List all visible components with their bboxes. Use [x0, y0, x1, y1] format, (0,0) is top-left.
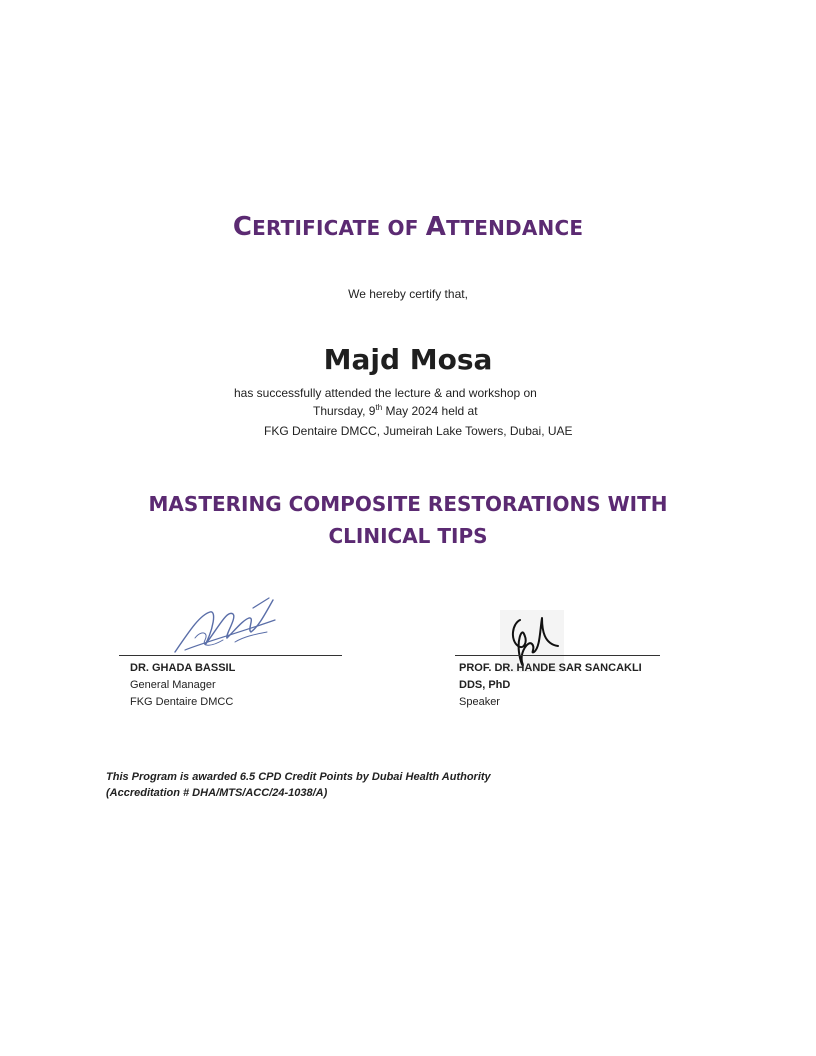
signatory-left	[130, 660, 235, 711]
certificate-title: CERTIFICATE OF ATTENDANCE	[232, 212, 584, 242]
signatory-left-role: General Manager	[130, 679, 216, 691]
accreditation-line: This Program is awarded 6.5 CPD Credit Points by Dubai Health Authority	[106, 771, 491, 783]
signature-left-image	[165, 590, 285, 660]
event-date: Thursday, 9th May 2024 held at	[313, 403, 478, 418]
signatory-right	[459, 660, 642, 711]
course-title-line: CLINICAL TIPS	[328, 524, 488, 548]
accreditation-number: (Accreditation # DHA/MTS/ACC/24-1038/A)	[106, 787, 328, 799]
event-location: FKG Dentaire DMCC, Jumeirah Lake Towers, Dubai, UAE	[264, 424, 573, 438]
signatory-right-name: PROF. DR. HANDE SAR SANCAKLI	[459, 662, 642, 674]
attendance-statement: has successfully attended the lecture & and workshop on	[234, 386, 537, 400]
signatory-left-org: FKG Dentaire DMCC	[130, 696, 234, 708]
recipient-name: Majd Mosa	[323, 343, 493, 376]
course-title-line: MASTERING COMPOSITE RESTORATIONS WITH	[148, 492, 668, 516]
signature-line-left	[119, 655, 342, 656]
signatory-right-role: Speaker	[459, 696, 500, 708]
certify-statement: We hereby certify that,	[348, 287, 468, 301]
course-title	[0, 488, 816, 552]
accreditation-note	[106, 769, 491, 801]
signatory-right-credentials: DDS, PhD	[459, 679, 511, 691]
signatory-left-name: DR. GHADA BASSIL	[130, 662, 236, 674]
signature-line-right	[455, 655, 660, 656]
